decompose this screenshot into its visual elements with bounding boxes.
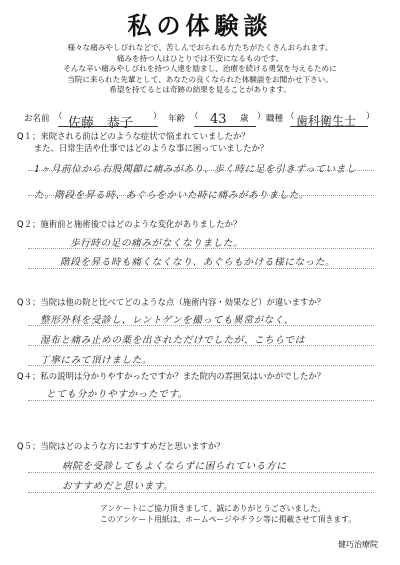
job-label: 職種	[266, 114, 284, 124]
answer-2-line-2: 階段を昇る時も痛くなくなり、あぐらもかける様になった。	[60, 257, 336, 268]
page-title: 私の体験談	[127, 12, 273, 40]
name-label: お名前	[24, 114, 50, 124]
question-3: Q３；当院は他の院と比べてどのような点（施術内容・効果など）が違いますか？	[17, 297, 326, 307]
intro-line: 希望を持てるとは奇跡の結果を見ることがあります。	[109, 85, 291, 95]
name-value: 佐藤 恭子	[68, 116, 134, 131]
answer-3-line-3: 丁寧にみて頂けました。	[40, 355, 153, 366]
footer-text: アンケートにご協力頂きまして、誠にありがとうございました。 このアンケート用紙は、ホームページやチラシ等に掲載させて頂きます。	[100, 504, 357, 524]
age-suffix: 歳	[240, 114, 249, 124]
clinic-name: 健巧治療院	[338, 540, 378, 549]
intro-line: 様々な痛みやしびれなどで、苦しんでおられる方たちがたくさんおられます。	[67, 43, 333, 52]
answer-5-line-2: おすすめだと思います。	[62, 481, 174, 492]
age-value: 43	[210, 112, 227, 127]
profile-row: お名前 （ 佐藤 恭子 ） 年齢 （ 43 歳 ） 職種 （ 歯科衛生士 ）	[24, 112, 375, 131]
answer-2-line-1: 歩行時の足の痛みがなくなりました。	[70, 238, 244, 249]
answer-3-line-2: 湿布と痛み止めの薬を出されただけでしたが、こちらでは	[40, 335, 305, 346]
question-2: Q２；施術前と施術後ではどのような変化がありましたか？	[17, 219, 242, 229]
question-1: Q１；来院される前はどのような症状で悩まれていましたか？ また、日常生活や仕事ではどのような事に困っていましたか？	[17, 131, 269, 153]
answer-4: とても分かりやすかったです。	[46, 389, 188, 400]
answer-1: 1ヶ月前位から右股関節に痛みがあり、歩く時に足を引きずっていました。階段を昇る時、あぐらをかいた時に痛みがありました。	[34, 164, 357, 201]
question-5: Q５；当院はどのような方におすすめだと思いますか？	[17, 441, 225, 451]
question-4: Q４；私の説明は分かりやすかったですか？また院内の雰囲気はいかがでしたか？	[17, 371, 326, 381]
intro-text	[20, 43, 380, 96]
job-value: 歯科衛生士	[296, 114, 357, 128]
answer-3-line-1: 整形外科を受診し、レントゲンを撮っても異常がなく、	[40, 315, 295, 326]
intro-line: そんな辛い痛みやしびれを持つ人達を励まし、治療を続ける勇気を与えるために	[63, 64, 337, 74]
intro-line: 当院に来られた先輩として、あなたの良くなられた体験談をお聞かせ下さい。	[67, 74, 333, 84]
answer-5-line-1: 病院を受診してもよくならずに困られている方に	[62, 461, 287, 472]
age-label: 年齢	[168, 114, 186, 124]
intro-line: 痛みを持つ人はひとりでは不安になるものです。	[116, 53, 284, 63]
